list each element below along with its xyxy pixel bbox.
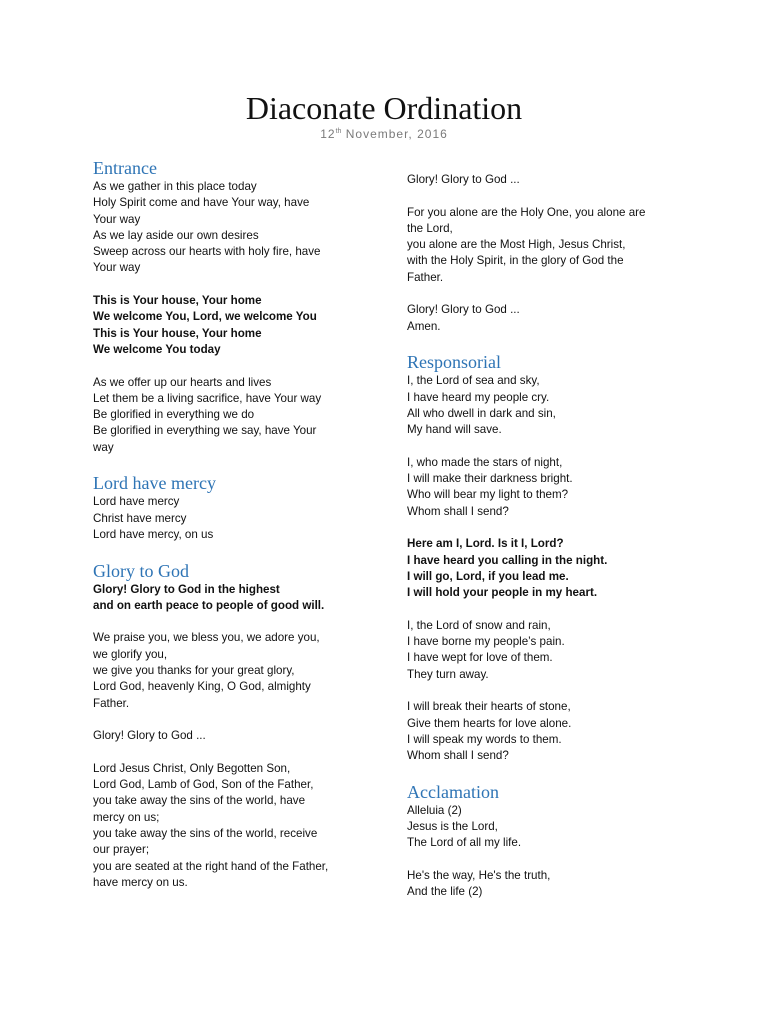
text-line: I have borne my people’s pain. [407, 635, 565, 649]
section-heading: Acclamation [407, 781, 499, 802]
text-line: Be glorified in everything we say, have Your [93, 424, 317, 438]
text-line: Whom shall I send? [407, 504, 509, 518]
text-line: I have wept for love of them. [407, 651, 553, 665]
text-line: The Lord of all my life. [407, 836, 522, 850]
text-line: Let them be a living sacrifice, have Your way [93, 391, 322, 405]
text-line: We welcome You, Lord, we welcome You [93, 310, 317, 324]
text-line: And the life (2) [407, 885, 483, 899]
section-continued [407, 172, 687, 335]
verse-stanza [407, 205, 687, 286]
text-line: Glory! Glory to God ... [407, 303, 520, 317]
section-heading: Lord have mercy [93, 473, 216, 494]
text-line: I will speak my words to them. [407, 732, 562, 746]
document-title: Diaconate Ordination [245, 90, 523, 126]
text-line: He's the way, He's the truth, [407, 868, 551, 882]
text-line: All who dwell in dark and sin, [407, 406, 556, 420]
text-line: This is Your house, Your home [93, 326, 262, 340]
document-date [0, 127, 768, 141]
text-line: I will go, Lord, if you lead me. [407, 569, 569, 583]
date-month-year: November, 2016 [341, 127, 448, 141]
refrain-stanza [407, 536, 687, 601]
section-heading: Entrance [93, 158, 157, 178]
text-line: Lord have mercy, on us [93, 527, 214, 541]
section-glory-to-god [93, 560, 368, 892]
text-line: Glory! Glory to God ... [93, 729, 206, 743]
verse-stanza [407, 868, 687, 901]
verse-stanza [407, 302, 687, 335]
text-line: Who will bear my light to them? [407, 488, 569, 502]
text-line: have mercy on us. [93, 875, 188, 889]
verse-stanza [93, 375, 368, 456]
text-line: I, the Lord of sea and sky, [407, 374, 540, 388]
text-line: we give you thanks for your great glory, [93, 664, 295, 678]
text-line: with the Holy Spirit, in the glory of God the [407, 254, 624, 268]
text-line: Christ have mercy [93, 511, 187, 525]
text-line: I will break their hearts of stone, [407, 700, 571, 714]
text-line: As we offer up our hearts and lives [93, 375, 272, 389]
text-line: Lord God, heavenly King, O God, almighty [93, 680, 311, 694]
text-line: This is Your house, Your home [93, 294, 262, 308]
text-line: you take away the sins of the world, have [93, 794, 306, 808]
text-line: way [93, 440, 114, 454]
text-line: Here am I, Lord. Is it I, Lord? [407, 537, 564, 551]
text-line: Glory! Glory to God in the highest [93, 582, 280, 596]
section-acclamation [407, 781, 687, 901]
text-line: you are seated at the right hand of the Father, [93, 859, 329, 873]
text-line: Lord Jesus Christ, Only Begotten Son, [93, 761, 291, 775]
text-line: Father. [93, 696, 130, 710]
text-line: My hand will save. [407, 423, 502, 437]
verse-stanza [407, 803, 687, 852]
text-line: Holy Spirit come and have Your way, have [93, 196, 310, 210]
text-line: we glorify you, [93, 647, 168, 661]
verse-stanza [407, 699, 687, 764]
verse-stanza [93, 630, 368, 711]
section-heading: Glory to God [93, 560, 189, 581]
text-line: Jesus is the Lord, [407, 819, 498, 833]
text-line: Sweep across our hearts with holy fire, have [93, 245, 321, 259]
text-line: Your way [93, 212, 141, 226]
text-line: As we gather in this place today [93, 180, 257, 193]
section-responsorial [407, 351, 687, 764]
text-line: and on earth peace to people of good will. [93, 598, 325, 612]
text-line: I, who made the stars of night, [407, 455, 563, 469]
verse-stanza [407, 373, 687, 438]
date-day: 12 [320, 127, 336, 141]
left-column [93, 157, 368, 907]
text-line: I, the Lord of snow and rain, [407, 618, 551, 632]
date-suffix: th [335, 128, 342, 135]
text-line: the Lord, [407, 221, 453, 235]
refrain-stanza [93, 582, 368, 615]
text-line: Lord God, Lamb of God, Son of the Father, [93, 778, 314, 792]
text-line: I will make their darkness bright. [407, 472, 573, 486]
text-line: As we lay aside our own desires [93, 228, 259, 242]
text-line: Glory! Glory to God ... [407, 173, 520, 186]
verse-stanza [407, 618, 687, 683]
text-line: you alone are the Most High, Jesus Christ, [407, 238, 626, 252]
text-line: Father. [407, 270, 444, 284]
text-line: Your way [93, 261, 141, 275]
text-line: I have heard you calling in the night. [407, 553, 608, 567]
verse-stanza [93, 494, 368, 543]
text-line: For you alone are the Holy One, you alone are [407, 205, 646, 219]
text-line: Amen. [407, 319, 441, 333]
page-header [0, 88, 768, 141]
verse-stanza [93, 179, 368, 277]
right-column [407, 172, 687, 917]
text-line: Give them hearts for love alone. [407, 716, 572, 730]
text-line: our prayer; [93, 843, 150, 857]
text-line: We praise you, we bless you, we adore you, [93, 631, 320, 645]
verse-stanza [93, 728, 368, 744]
section-entrance [93, 157, 368, 456]
text-line: Be glorified in everything we do [93, 408, 255, 422]
section-heading: Responsorial [407, 352, 501, 373]
verse-stanza [93, 761, 368, 891]
text-line: I have heard my people cry. [407, 390, 550, 404]
verse-stanza [407, 172, 687, 188]
section-lord-have-mercy [93, 472, 368, 543]
text-line: mercy on us; [93, 810, 160, 824]
verse-stanza [407, 455, 687, 520]
text-line: Whom shall I send? [407, 749, 509, 763]
refrain-stanza [93, 293, 368, 358]
text-line: We welcome You today [93, 342, 221, 356]
text-line: They turn away. [407, 667, 489, 681]
text-line: Lord have mercy [93, 495, 180, 509]
text-line: Alleluia (2) [407, 803, 462, 817]
text-line: I will hold your people in my heart. [407, 586, 598, 600]
text-line: you take away the sins of the world, receive [93, 826, 318, 840]
